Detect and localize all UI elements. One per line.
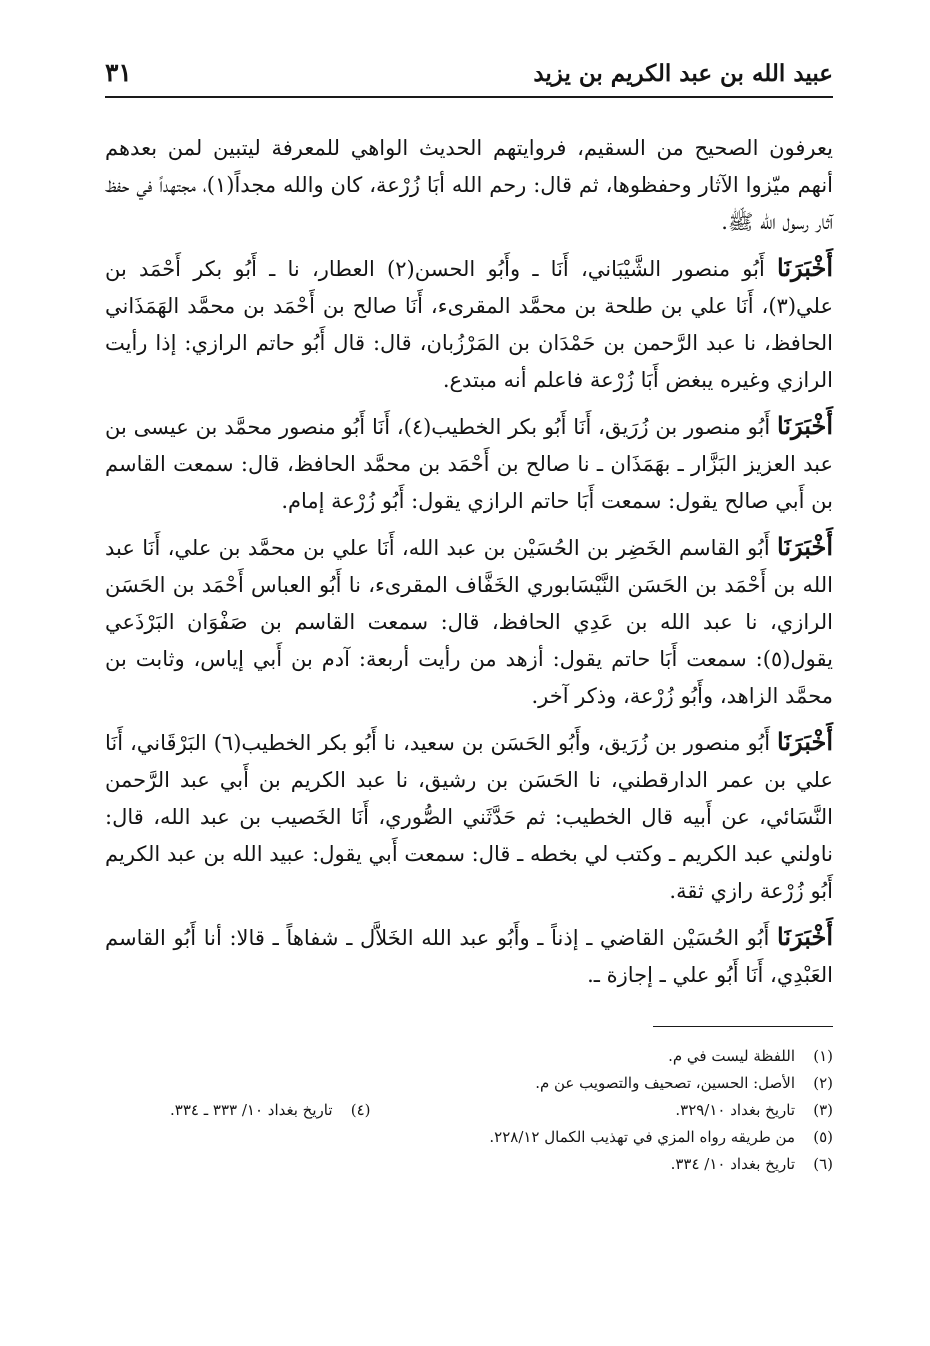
footnote-number: (٣) [813,1101,833,1119]
footnote-row [105,1043,833,1070]
footnote [675,1097,833,1124]
footnote-rule [653,1026,833,1027]
paragraph-text: أَبُو القاسم الخَضِر بن الحُسَيْن بن عبد الله، أَنَا علي بن محمَّد بن علي، أَنَا عبد الله بن أَحْمَد بن الحَسَن النَّيْسَابوري الخَفَّاف المقرىء، نا أَبُو العباس أَحْمَد بن الحَسَن الرازي، نا عبد الله بن عَدِي الحافظ، قال: سمعت القاسم بن صَفْوَان البَرْذَعي يقول(٥): سمعت أَبَا حاتم يقول: أزهد من رأيت أربعة: آدم بن أَبي إياس، وثابت بن محمَّد الزاهد، وأَبُو زُرْعة، وذكر آخر. [105,536,833,708]
footnote [668,1043,833,1070]
footnotes [105,1043,833,1178]
footnote-gap [371,1097,676,1124]
paragraph [105,407,833,520]
footnote-number: (٥) [813,1128,833,1146]
footnote-text: تاريخ بغداد ٣٢٩/١٠. [675,1101,795,1119]
footnote-number: (٢) [813,1074,833,1092]
paragraph [105,918,833,994]
paragraph-text: أَبُو منصور بن زُرَيق، أَنَا أَبُو بكر الخطيب(٤)، أَنَا أَبُو منصور محمَّد بن عيسى بن عبد العزيز البَزَّار ـ بهَمَذَان ـ نا صالح بن أَحْمَد بن محمَّد الحافظ، قال: سمعت القاسم بن أَبي صالح يقول: سمعت أَبَا حاتم الرازي يقول: أَبُو زُرْعة إمام. [105,415,833,513]
footnote-number: (٤) [350,1101,371,1119]
paragraph-text: يعرفون الصحيح من السقيم، فروايتهم الحديث الواهي للمعرفة ليتبين لمن بعدهم أنهم ميّزوا الآثار وحفظوها، ثم قال: رحم الله أبَا زُرْعة، كان والله مجداً(١)، مجتهداً في حفظ آثار رسول الله ﷺ. [105,136,833,234]
paragraph-text: أَبُو منصور بن زُرَيق، وأَبُو الحَسَن بن سعيد، نا أَبُو بكر الخطيب(٦) البَرْقَاني، أَنَا علي بن عمر الدارقطني، نا الحَسَن بن رشيق، نا عبد الكريم بن أَبي عبد الرَّحمن النَّسَائي، عن أَبيه قال الخطيب: ثم حَدَّثَني الصُّوري، أَنَا الخَصيب بن عبد الله، قال: ناولني عبد الكريم ـ وكتب لي بخطه ـ قال: سمعت أَبي يقول: عبيد الله بن عبد الكريم أَبُو زُرْعة رازي ثقة. [105,731,833,903]
paragraph [105,128,833,241]
footnote [671,1151,833,1178]
footnote-number: (٦) [813,1155,833,1173]
book-page [105,52,833,1178]
paragraph [105,528,833,715]
body-text [105,128,833,994]
footnote-row [105,1070,833,1097]
footnote [535,1070,833,1097]
paragraph [105,249,833,399]
footnote-number: (١) [813,1047,833,1065]
footnote-text: تاريخ بغداد ١٠/ ٣٣٤. [670,1155,795,1173]
footnote-text: اللفظة ليست في م. [668,1047,795,1065]
header-rule [105,96,833,98]
paragraph-lead: أَخْبَرَنَا [777,922,833,951]
footnote [170,1097,371,1124]
paragraph-text: أَبُو منصور الشَّيْبَاني، أَنَا ـ وأَبُو الحسن(٢) العطار، نا ـ أَبُو بكر أَحْمَد بن علي(٣)، أَنَا علي بن طلحة بن محمَّد المقرىء، أَنَا صالح بن أَحْمَد بن محمَّد الهَمَذَاني الحافظ، نا عبد الرَّحمن بن حَمْدَان بن المَرْزُبان، قال: قال أَبُو حاتم الرازي: إذا رأيت الرازي وغيره يبغض أَبَا زُرْعة فاعلم أنه مبتدع. [105,257,833,392]
page-header [105,52,833,96]
footnote-text: تاريخ بغداد ١٠/ ٣٣٣ ـ ٣٣٤. [170,1101,333,1119]
paragraph-lead: أَخْبَرَنَا [777,253,834,282]
paragraph-lead: أَخْبَرَنَا [777,532,833,561]
paragraph [105,723,833,910]
footnote-row [105,1151,833,1178]
footnote-row [105,1124,833,1151]
footnote [489,1124,833,1151]
paragraph-lead: أَخْبَرَنَا [777,411,834,440]
footnote-text: من طريقه رواه المزي في تهذيب الكمال ٢٢٨/١٢. [489,1128,795,1146]
running-title: عبيد الله بن عبد الكريم بن يزيد [533,60,833,87]
paragraph-text: أَبُو الحُسَيْن القاضي ـ إذناً ـ وأَبُو عبد الله الخَلاَّل ـ شفاهاً ـ قالا: أنا أَبُو القاسم العَبْدِي، أَنَا أَبُو علي ـ إجازة ـ. [105,926,833,987]
paragraph-lead: أَخْبَرَنَا [777,727,833,756]
page-number: ٣١ [105,58,132,87]
footnote-spacer [105,1097,170,1124]
footnote-text: الأصل: الحسين، تصحيف والتصويب عن م. [535,1074,795,1092]
footnote-row [105,1097,833,1124]
